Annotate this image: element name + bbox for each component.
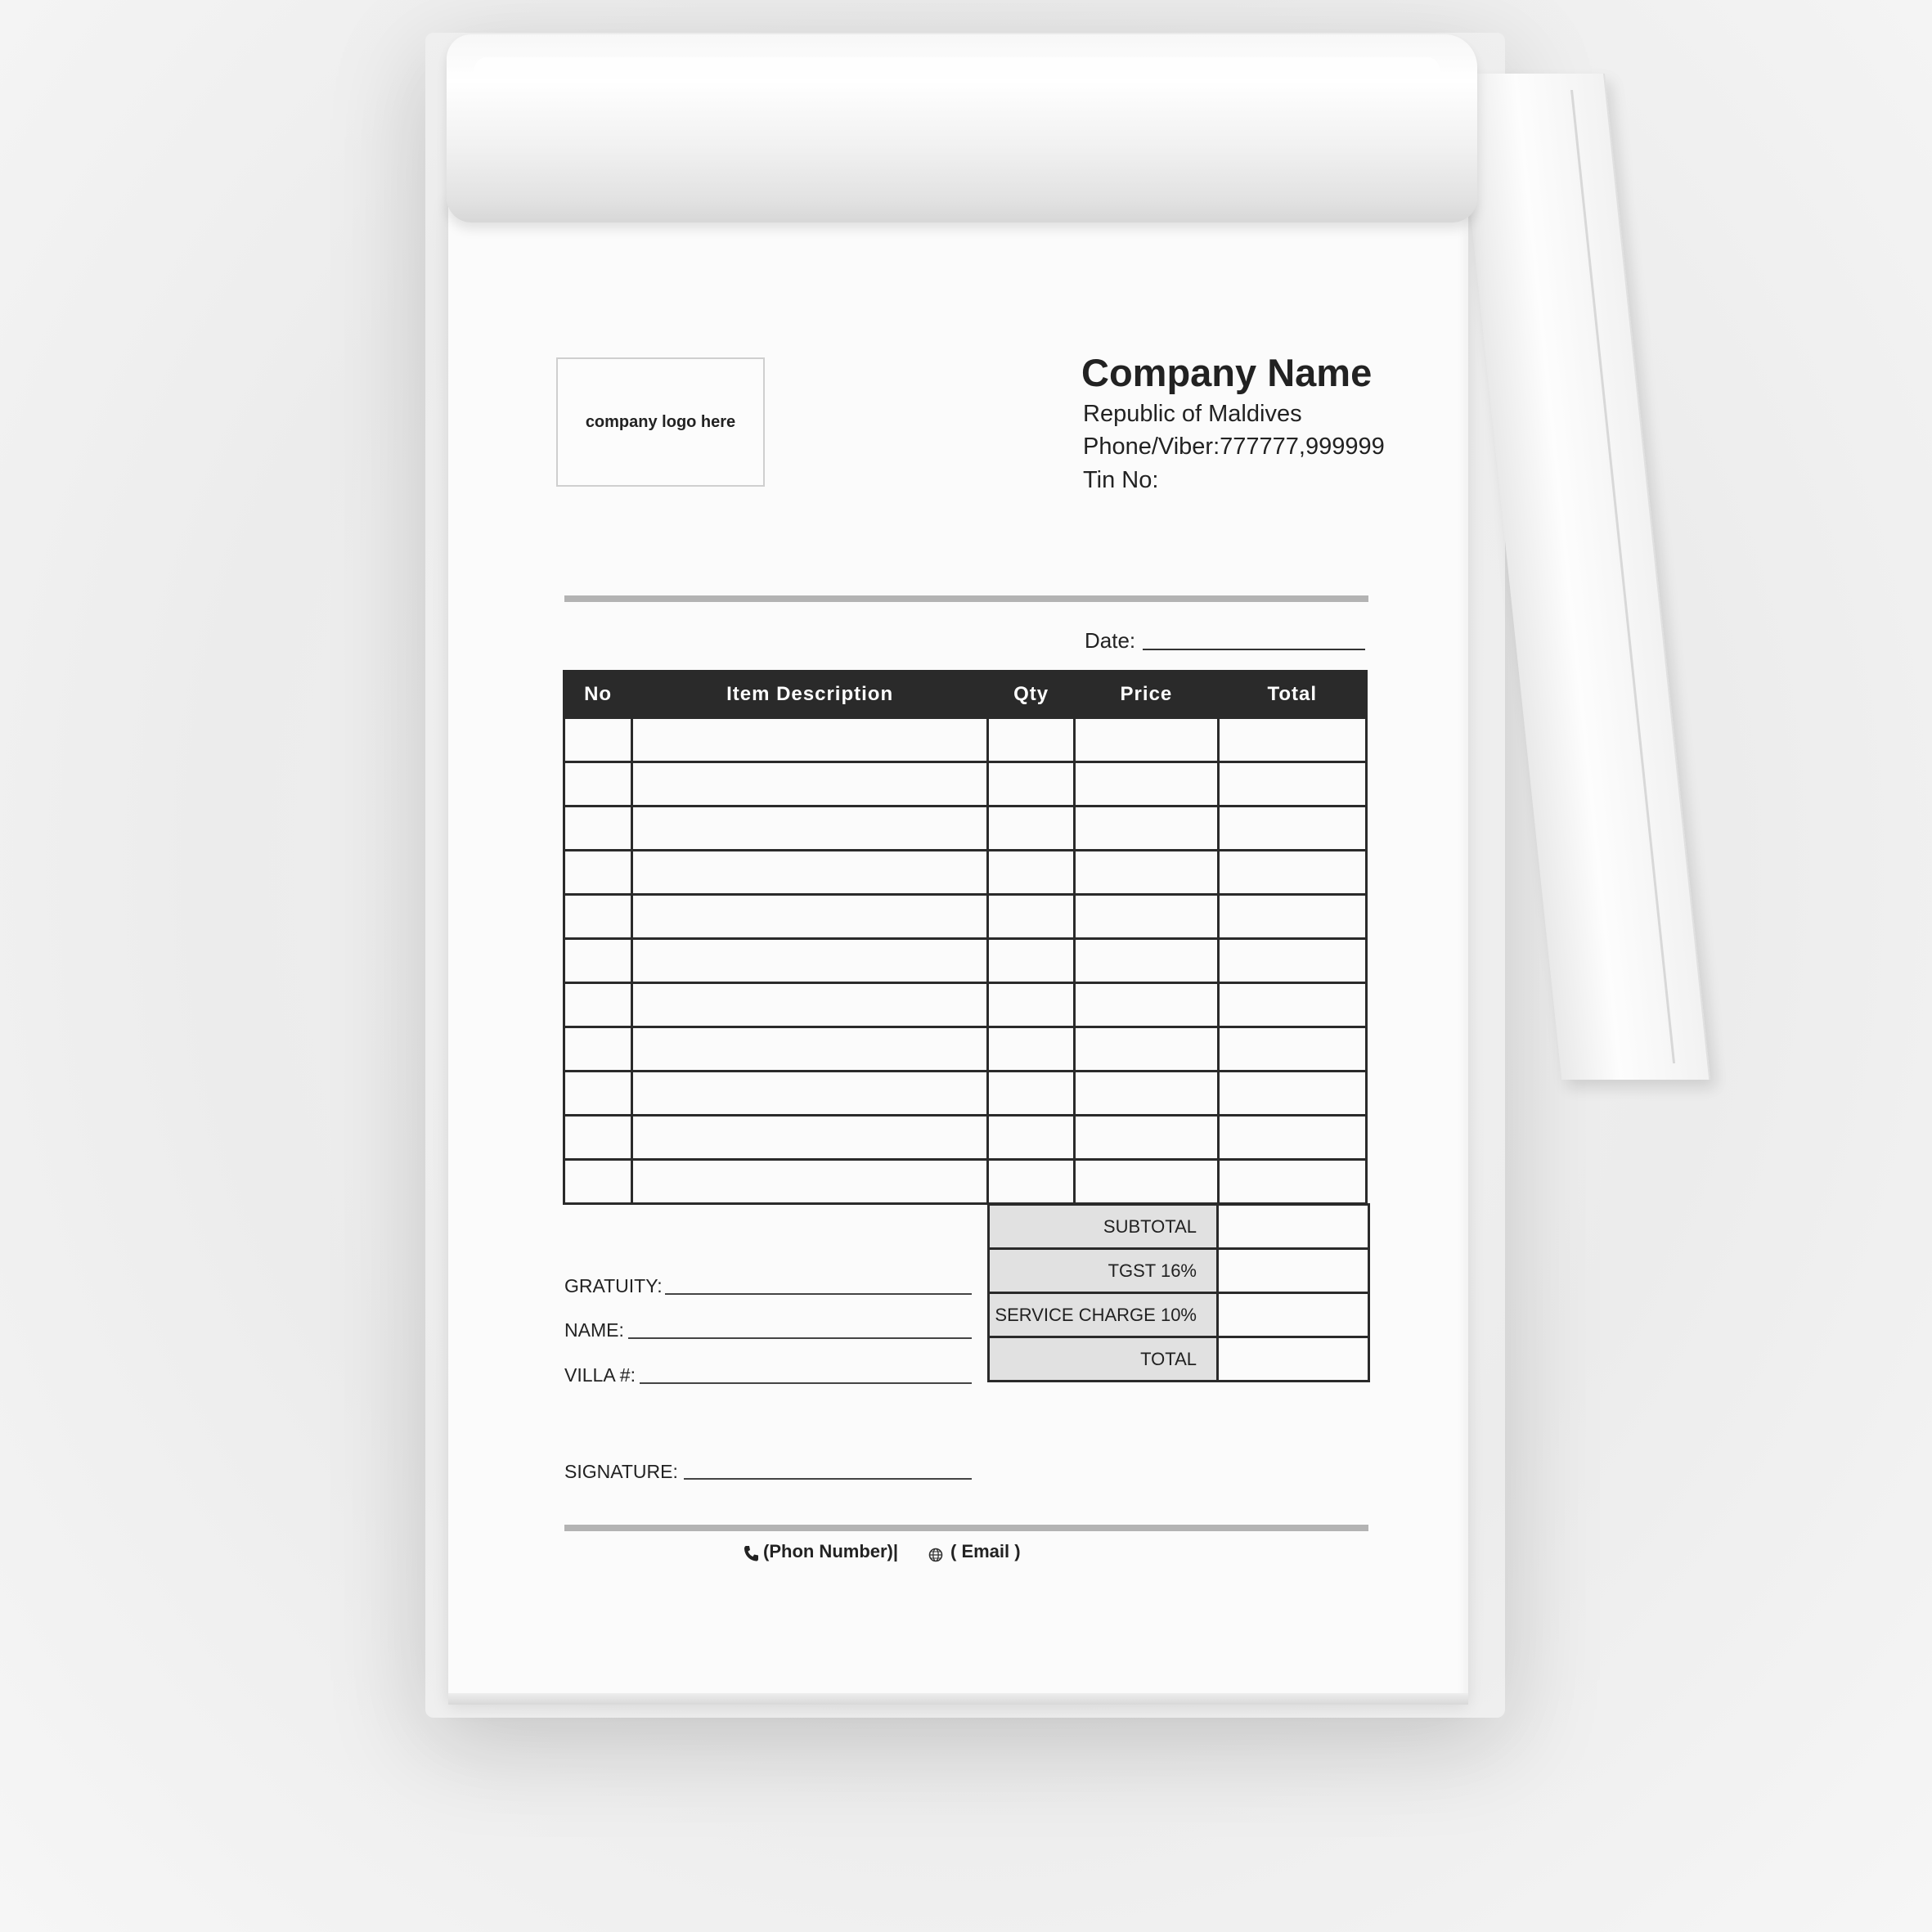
logo-placeholder-text: company logo here bbox=[585, 412, 736, 431]
cell-item-description[interactable] bbox=[632, 851, 988, 895]
gratuity-label: GRATUITY: bbox=[564, 1275, 663, 1296]
cell-total[interactable] bbox=[1218, 1027, 1366, 1072]
table-row bbox=[564, 895, 1367, 939]
cell-total[interactable] bbox=[1218, 806, 1366, 851]
table-row bbox=[564, 762, 1367, 806]
column-header-total: Total bbox=[1218, 672, 1366, 718]
cell-total[interactable] bbox=[1218, 718, 1366, 762]
cell-qty[interactable] bbox=[988, 762, 1075, 806]
footer-phone-number: (Phon Number)| bbox=[763, 1541, 899, 1561]
cell-item-description[interactable] bbox=[632, 1027, 988, 1072]
tgst-label: TGST 16% bbox=[989, 1249, 1218, 1293]
cell-item-description[interactable] bbox=[632, 983, 988, 1027]
date-field-line[interactable] bbox=[1143, 649, 1365, 650]
cell-price[interactable] bbox=[1075, 983, 1218, 1027]
cell-no[interactable] bbox=[564, 939, 632, 983]
signature-field-line[interactable] bbox=[684, 1478, 972, 1480]
cell-total[interactable] bbox=[1218, 939, 1366, 983]
cell-item-description[interactable] bbox=[632, 806, 988, 851]
totals-row-total bbox=[989, 1337, 1369, 1382]
column-header-qty: Qty bbox=[988, 672, 1075, 718]
totals-row-tgst bbox=[989, 1249, 1369, 1293]
name-field-line[interactable] bbox=[628, 1337, 972, 1339]
cell-no[interactable] bbox=[564, 895, 632, 939]
cell-qty[interactable] bbox=[988, 939, 1075, 983]
service-charge-value-cell[interactable] bbox=[1218, 1293, 1369, 1337]
bottom-divider bbox=[564, 1525, 1368, 1531]
cell-no[interactable] bbox=[564, 1027, 632, 1072]
cell-item-description[interactable] bbox=[632, 762, 988, 806]
subtotal-label: SUBTOTAL bbox=[989, 1205, 1218, 1249]
company-country: Republic of Maldives bbox=[1083, 401, 1302, 427]
table-row bbox=[564, 718, 1367, 762]
cell-item-description[interactable] bbox=[632, 939, 988, 983]
column-header-price: Price bbox=[1075, 672, 1218, 718]
subtotal-value-cell[interactable] bbox=[1218, 1205, 1369, 1249]
table-row bbox=[564, 1027, 1367, 1072]
gratuity-field-line[interactable] bbox=[665, 1293, 972, 1295]
signature-label: SIGNATURE: bbox=[564, 1461, 678, 1482]
column-header-no: No bbox=[564, 672, 632, 718]
cell-total[interactable] bbox=[1218, 1116, 1366, 1160]
items-table bbox=[563, 670, 1368, 1205]
footer-email: ( Email ) bbox=[950, 1541, 1021, 1561]
cell-qty[interactable] bbox=[988, 1027, 1075, 1072]
table-row bbox=[564, 1160, 1367, 1204]
pad-bottom-edge bbox=[448, 1693, 1468, 1705]
cell-qty[interactable] bbox=[988, 1072, 1075, 1116]
date-label: Date: bbox=[1085, 628, 1136, 653]
company-logo-placeholder bbox=[556, 357, 765, 487]
table-row bbox=[564, 851, 1367, 895]
company-name: Company Name bbox=[1081, 351, 1373, 394]
cell-price[interactable] bbox=[1075, 1027, 1218, 1072]
table-row bbox=[564, 1116, 1367, 1160]
cell-qty[interactable] bbox=[988, 851, 1075, 895]
total-value-cell[interactable] bbox=[1218, 1337, 1369, 1382]
items-table-header bbox=[564, 672, 1367, 718]
cell-price[interactable] bbox=[1075, 1072, 1218, 1116]
table-row bbox=[564, 806, 1367, 851]
cell-qty[interactable] bbox=[988, 806, 1075, 851]
total-label: TOTAL bbox=[989, 1337, 1218, 1382]
cell-no[interactable] bbox=[564, 851, 632, 895]
cell-total[interactable] bbox=[1218, 851, 1366, 895]
phone-icon bbox=[743, 1544, 759, 1562]
name-label: NAME: bbox=[564, 1319, 624, 1341]
cell-no[interactable] bbox=[564, 718, 632, 762]
cell-qty[interactable] bbox=[988, 895, 1075, 939]
company-phone: Phone/Viber:777777,999999 bbox=[1083, 434, 1385, 460]
cell-qty[interactable] bbox=[988, 718, 1075, 762]
cell-price[interactable] bbox=[1075, 718, 1218, 762]
cell-total[interactable] bbox=[1218, 1072, 1366, 1116]
binding-highlight bbox=[474, 57, 1440, 82]
cell-price[interactable] bbox=[1075, 1116, 1218, 1160]
cell-price[interactable] bbox=[1075, 806, 1218, 851]
totals-row-subtotal bbox=[989, 1205, 1369, 1249]
table-row bbox=[564, 939, 1367, 983]
cell-price[interactable] bbox=[1075, 939, 1218, 983]
cell-qty[interactable] bbox=[988, 1116, 1075, 1160]
cell-no[interactable] bbox=[564, 1116, 632, 1160]
cell-total[interactable] bbox=[1218, 983, 1366, 1027]
cell-price[interactable] bbox=[1075, 762, 1218, 806]
cell-item-description[interactable] bbox=[632, 718, 988, 762]
cell-no[interactable] bbox=[564, 762, 632, 806]
villa-field-line[interactable] bbox=[640, 1382, 972, 1384]
cell-qty[interactable] bbox=[988, 983, 1075, 1027]
cell-total[interactable] bbox=[1218, 762, 1366, 806]
cell-item-description[interactable] bbox=[632, 1116, 988, 1160]
villa-label: VILLA #: bbox=[564, 1364, 636, 1386]
table-row bbox=[564, 983, 1367, 1027]
table-row bbox=[564, 1072, 1367, 1116]
globe-icon bbox=[928, 1548, 943, 1562]
cell-no[interactable] bbox=[564, 983, 632, 1027]
cell-item-description[interactable] bbox=[632, 1072, 988, 1116]
top-divider bbox=[564, 595, 1368, 602]
cell-price[interactable] bbox=[1075, 851, 1218, 895]
totals-table bbox=[987, 1203, 1370, 1382]
totals-row-service-charge bbox=[989, 1293, 1369, 1337]
column-header-item-description: Item Description bbox=[632, 672, 988, 718]
service-charge-label: SERVICE CHARGE 10% bbox=[989, 1293, 1218, 1337]
cell-price[interactable] bbox=[1075, 1160, 1218, 1204]
cell-no[interactable] bbox=[564, 1160, 632, 1204]
cell-price[interactable] bbox=[1075, 895, 1218, 939]
cell-total[interactable] bbox=[1218, 895, 1366, 939]
cell-item-description[interactable] bbox=[632, 895, 988, 939]
cell-no[interactable] bbox=[564, 1072, 632, 1116]
tgst-value-cell[interactable] bbox=[1218, 1249, 1369, 1293]
cell-qty[interactable] bbox=[988, 1160, 1075, 1204]
cell-total[interactable] bbox=[1218, 1160, 1366, 1204]
company-tin: Tin No: bbox=[1083, 467, 1159, 493]
cell-item-description[interactable] bbox=[632, 1160, 988, 1204]
cell-no[interactable] bbox=[564, 806, 632, 851]
